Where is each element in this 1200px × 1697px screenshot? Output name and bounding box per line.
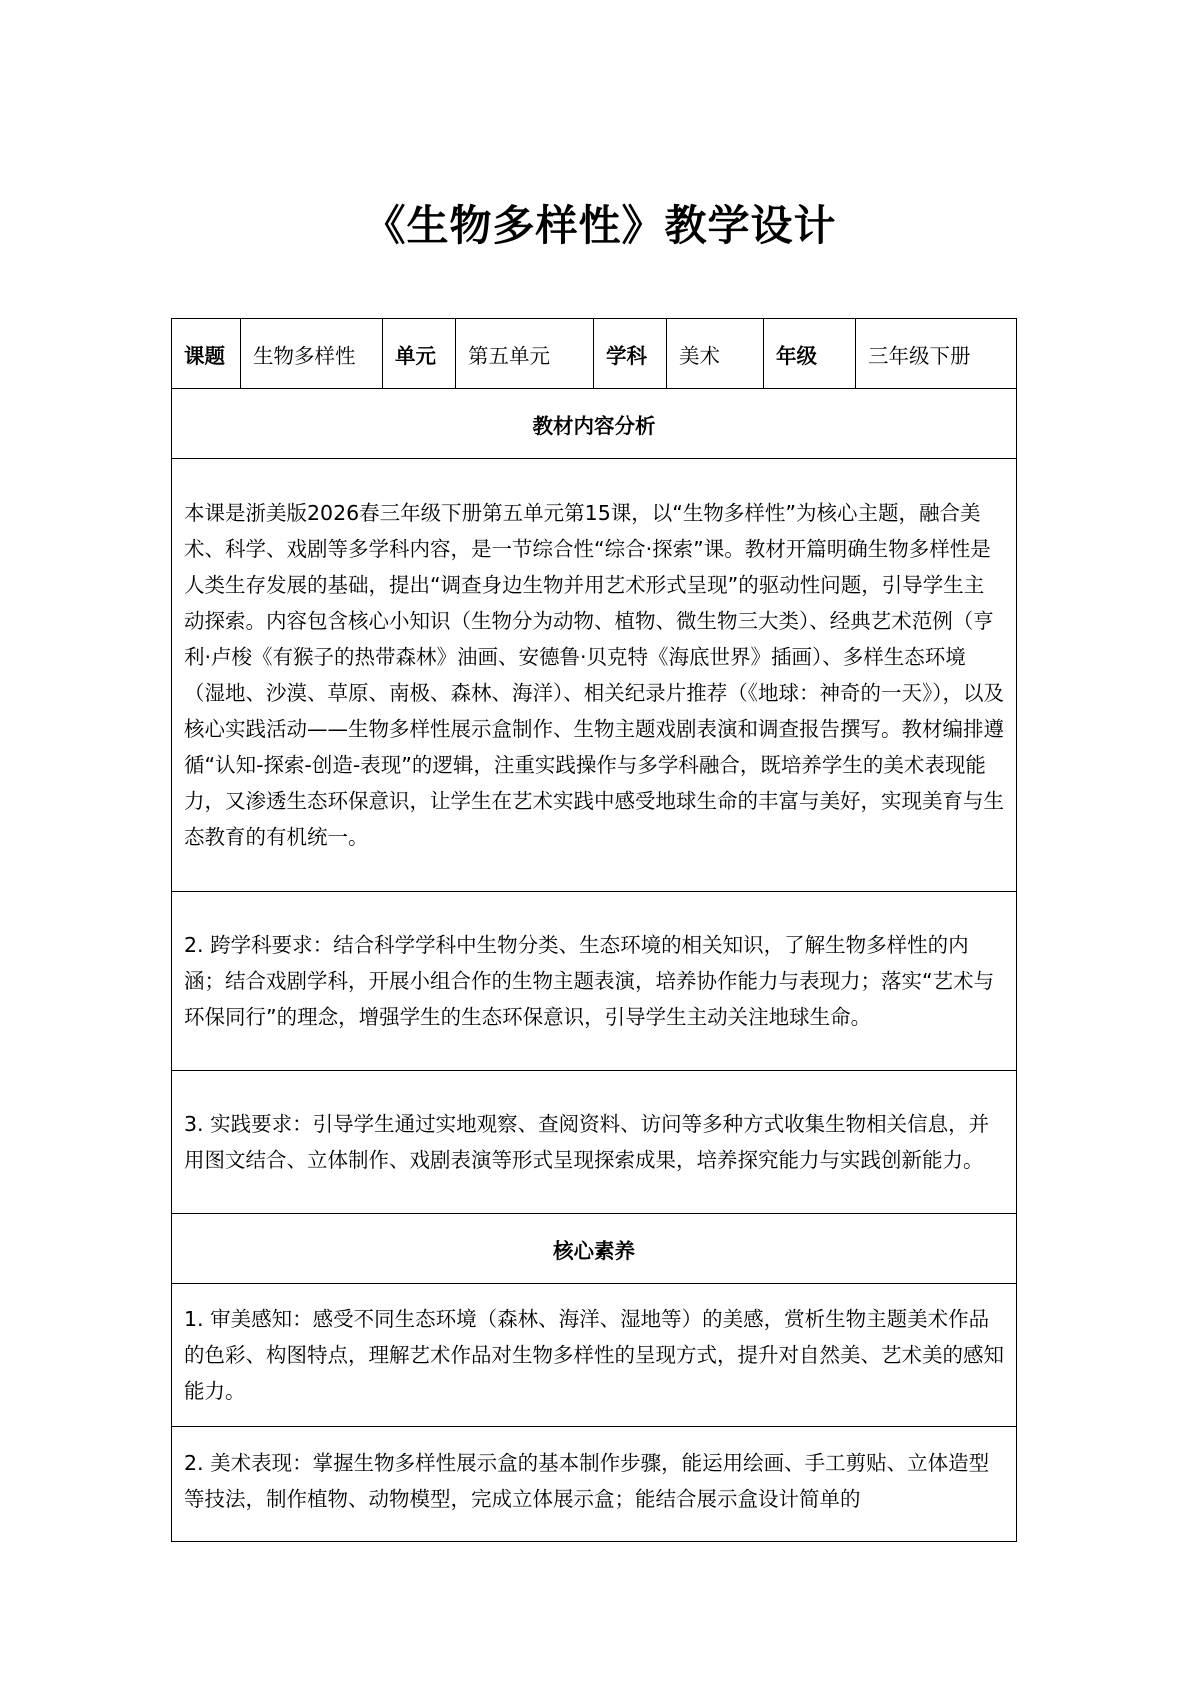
expression-paragraph: 2. 美术表现：掌握生物多样性展示盒的基本制作步骤，能运用绘画、手工剪贴、立体造型等技法，制作植物、动物模型，完成立体展示盒；能结合展示盒设计简单的 — [172, 1427, 1017, 1542]
analysis-row — [172, 459, 1017, 892]
analysis-header-row — [172, 389, 1017, 459]
aesthetic-paragraph: 1. 审美感知：感受不同生态环境（森林、海洋、湿地等）的美感，赏析生物主题美术作品的色彩、构图特点，理解艺术作品对生物多样性的呈现方式，提升对自然美、艺术美的感知能力。 — [172, 1284, 1017, 1427]
topic-value: 生物多样性 — [241, 319, 383, 389]
analysis-section-title: 教材内容分析 — [172, 389, 1017, 459]
grade-label: 年级 — [764, 319, 856, 389]
core-header-row — [172, 1214, 1017, 1284]
interdisciplinary-paragraph: 2. 跨学科要求：结合科学学科中生物分类、生态环境的相关知识，了解生物多样性的内涵；结合戏剧学科，开展小组合作的生物主题表演，培养协作能力与表现力；落实“艺术与环保同行”的理念，增强学生的生态环保意识，引导学生主动关注地球生命。 — [172, 892, 1017, 1071]
aesthetic-row — [172, 1284, 1017, 1427]
unit-value: 第五单元 — [456, 319, 594, 389]
document-title: 《生物多样性》教学设计 — [363, 201, 837, 250]
subject-value: 美术 — [667, 319, 764, 389]
subject-label: 学科 — [594, 319, 667, 389]
practice-paragraph: 3. 实践要求：引导学生通过实地观察、查阅资料、访问等多种方式收集生物相关信息，并用图文结合、立体制作、戏剧表演等形式呈现探索成果，培养探究能力与实践创新能力。 — [172, 1071, 1017, 1214]
topic-label: 课题 — [172, 319, 241, 389]
analysis-paragraph: 本课是浙美版2026春三年级下册第五单元第15课，以“生物多样性”为核心主题，融合美术、科学、戏剧等多学科内容，是一节综合性“综合·探索”课。教材开篇明确生物多样性是人类生存发展的基础，提出“调查身边生物并用艺术形式呈现”的驱动性问题，引导学生主动探索。内容包含核心小知识（生物分为动物、植物、微生物三大类）、经典艺术范例（亨利·卢梭《有猴子的热带森林》油画、安德鲁·贝克特《海底世界》插画）、多样生态环境（湿地、沙漠、草原、南极、森林、海洋）、相关纪录片推荐（《地球：神奇的一天》），以及核心实践活动——生物多样性展示盒制作、生物主题戏剧表演和调查报告撰写。教材编排遵循“认知-探索-创造-表现”的逻辑，注重实践操作与多学科融合，既培养学生的美术表现能力，又渗透生态环保意识，让学生在艺术实践中感受地球生命的丰富与美好，实现美育与生态教育的有机统一。 — [172, 459, 1017, 892]
core-section-title: 核心素养 — [172, 1214, 1017, 1284]
info-row — [172, 319, 1017, 389]
lesson-plan-table — [171, 318, 1017, 1542]
interdisciplinary-row — [172, 892, 1017, 1071]
practice-row — [172, 1071, 1017, 1214]
grade-value: 三年级下册 — [856, 319, 1017, 389]
expression-row — [172, 1427, 1017, 1542]
unit-label: 单元 — [383, 319, 456, 389]
